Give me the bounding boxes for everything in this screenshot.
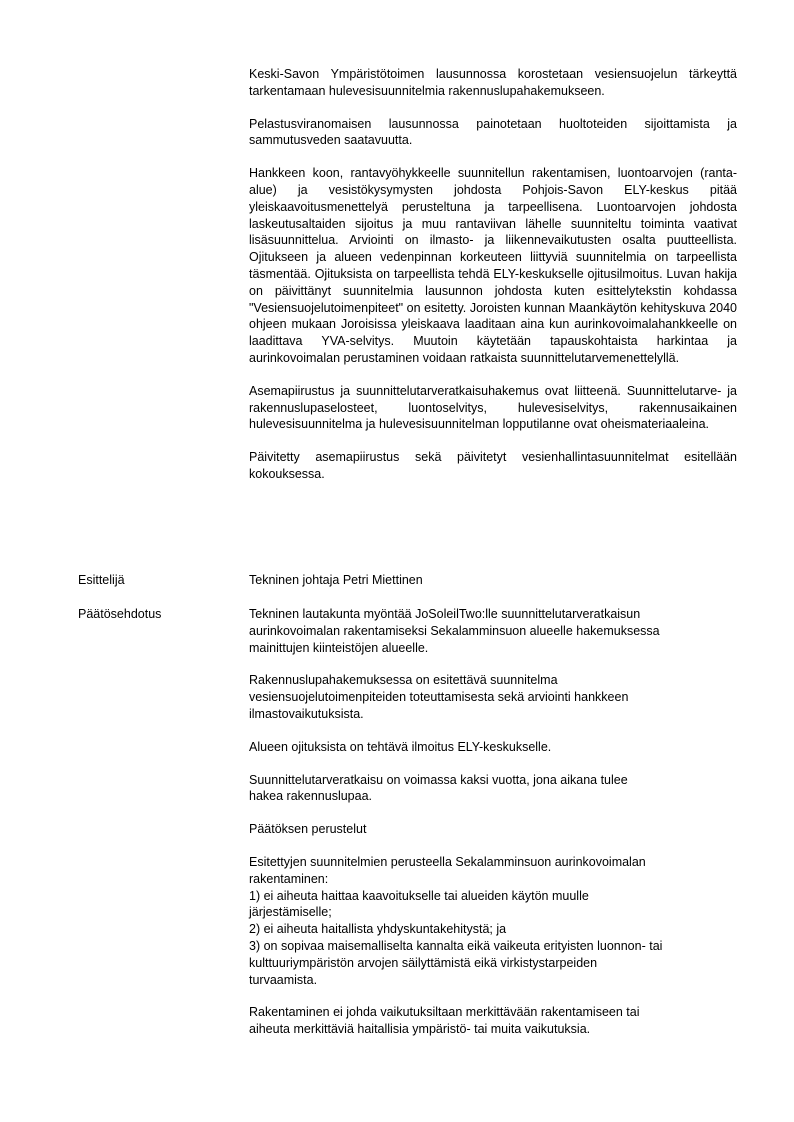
proposal-line: Suunnittelutarveratkaisu on voimassa kaksi vuotta, jona aikana tulee <box>249 772 628 787</box>
intro-section <box>249 66 737 499</box>
proposal-paragraph <box>249 1004 737 1038</box>
paatosehdotus-label: Päätösehdotus <box>78 607 162 621</box>
esittelija-label: Esittelijä <box>78 573 125 587</box>
esittelija-value: Tekninen johtaja Petri Miettinen <box>249 573 423 587</box>
proposal-line: vesiensuojelutoimenpiteiden toteuttamisesta sekä arviointi hankkeen <box>249 690 629 705</box>
proposal-line: järjestämiselle; <box>249 905 332 920</box>
proposal-paragraph <box>249 606 737 656</box>
proposal-line: mainittujen kiinteistöjen alueelle. <box>249 640 429 655</box>
proposal-line: 1) ei aiheuta haittaa kaavoitukselle tai alueiden käytön muulle <box>249 888 589 903</box>
proposal-paragraph <box>249 772 737 806</box>
proposal-paragraph <box>249 854 737 988</box>
proposal-line: Rakennuslupahakemuksessa on esitettävä suunnitelma <box>249 673 558 688</box>
paatosehdotus-content <box>249 606 737 1054</box>
paragraph-ely-statement: Hankkeen koon, rantavyöhykkeelle suunnitellun rakentamisen, luontoarvojen (ranta-alue) ja vesistökysymysten johdosta Pohjois-Savon ELY-keskus pitää yleiskaavoitusmenettelyä perusteltuna ja tarpeellisena. Luontoarvojen johdosta laskeutusaltaiden sijoitus ja muu rantaviivan lähelle suunniteltu toiminta vaativat lisäsuunnittelua. Arviointi on ilmasto- ja liikennevaikutusten osalta puutteellista. Ojitukseen ja alueen vedenpinnan korkeuteen liittyviä suunnitelmia on tarpeellista täsmentää. Ojituksista on tarpeellista tehdä ELY-keskukselle ojitusilmoitus. Luvan hakija on päivittänyt suunnitelmia lausunnon johdosta kuten esittelytekstin kohdassa "Vesiensuojelutoimenpiteet" on esitetty. Joroisten kunnan Maankäytön kehityskuva 2040 ohjeen mukaan Joroisissa yleiskaava laaditaan aina kun aurinkovoimalahankkeelle on laadittava YVA-selvitys. Muutoin käytetään tapauskohtaista harkintaa ja aurinkovoimalan perustaminen voidaan ratkaista suunnittelutarvemenettelyllä. <box>249 166 737 365</box>
paragraph-rescue-authority-statement: Pelastusviranomaisen lausunnossa painotetaan huoltoteiden sijoittamista ja sammutusveden saatavuutta. <box>249 116 737 148</box>
paragraph-updated-plans: Päivitetty asemapiirustus sekä päivitetyt vesienhallintasuunnitelmat esitellään kokouksessa. <box>249 450 737 481</box>
proposal-line: hakea rakennuslupaa. <box>249 789 373 804</box>
proposal-line: Esitettyjen suunnitelmien perusteella Sekalamminsuon aurinkovoimalan <box>249 854 646 869</box>
proposal-line: 2) ei aiheuta haitallista yhdyskuntakehitystä; ja <box>249 922 507 937</box>
proposal-line: ilmastovaikutuksista. <box>249 706 364 721</box>
paragraph-attachments: Asemapiirustus ja suunnittelutarveratkaisuhakemus ovat liitteenä. Suunnittelutarve- ja rakennuslupaselosteet, luontoselvitys, hulevesiselvitys, rakennusaikainen hulevesisuunnitelma ja hulevesisuunnitelman lopputilanne ovat oheismateriaaleina. <box>249 383 737 432</box>
proposal-paragraph <box>249 672 737 722</box>
proposal-line: Rakentaminen ei johda vaikutuksiltaan merkittävään rakentamiseen tai <box>249 1005 640 1020</box>
proposal-line: 3) on sopivaa maisemalliselta kannalta eikä vaikeuta erityisten luonnon- tai <box>249 938 663 953</box>
proposal-line: rakentaminen: <box>249 871 329 886</box>
proposal-line: turvaamista. <box>249 972 318 987</box>
proposal-line: kulttuuriympäristön arvojen säilyttämistä eikä virkistystarpeiden <box>249 955 598 970</box>
paragraph-ymparistotoimi-statement: Keski-Savon Ympäristötoimen lausunnossa korostetaan vesiensuojelun tärkeyttä tarkentamaan hulevesisuunnitelmia rakennuslupahakemukseen. <box>249 67 737 98</box>
proposal-line: Päätöksen perustelut <box>249 822 367 837</box>
proposal-line: Alueen ojituksista on tehtävä ilmoitus ELY-keskukselle. <box>249 739 552 754</box>
proposal-line: aurinkovoimalan rakentamiseksi Sekalamminsuon alueelle hakemuksessa <box>249 623 660 638</box>
proposal-paragraph <box>249 739 737 756</box>
proposal-paragraph <box>249 821 737 838</box>
proposal-line: Tekninen lautakunta myöntää JoSoleilTwo:lle suunnittelutarveratkaisun <box>249 607 641 621</box>
proposal-line: aiheuta merkittäviä haitallisia ympäristö- tai muita vaikutuksia. <box>249 1022 591 1037</box>
